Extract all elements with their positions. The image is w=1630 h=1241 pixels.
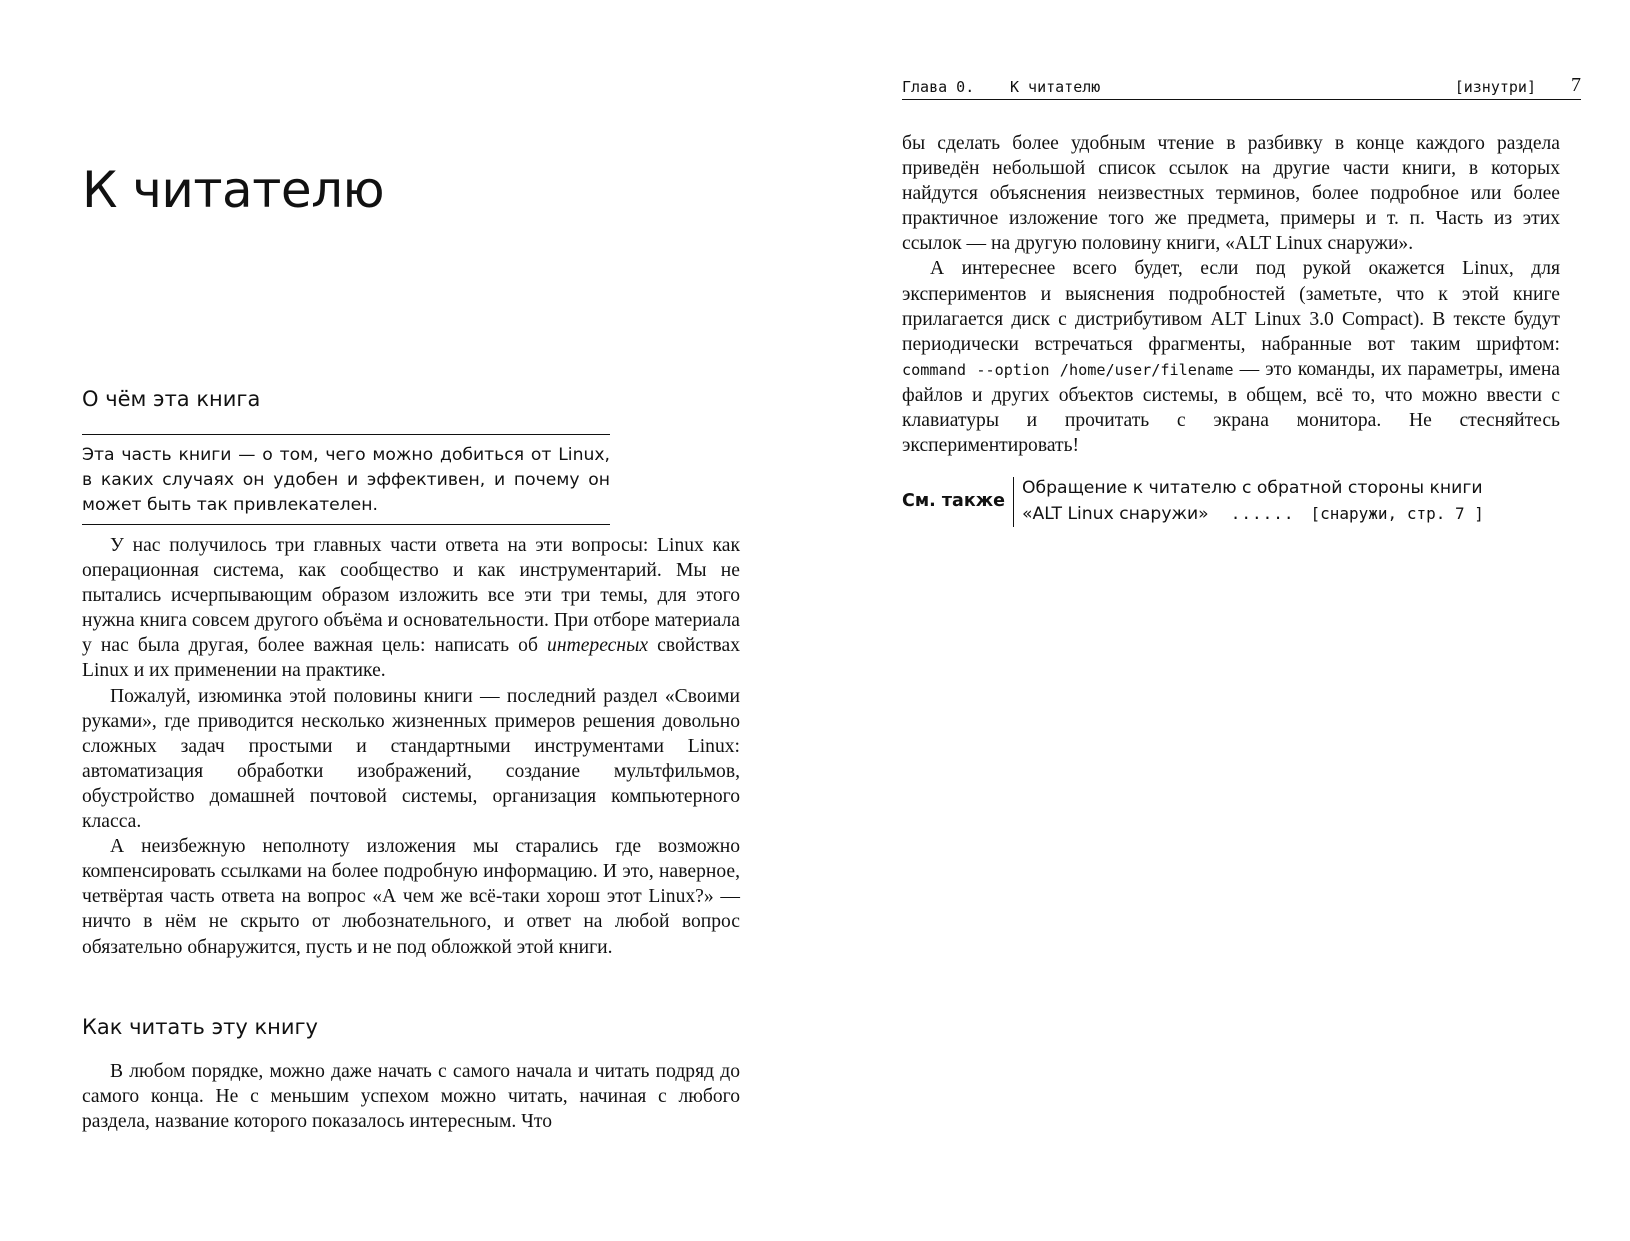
page-number: 7: [1571, 74, 1581, 96]
section-body-continued: [902, 131, 1560, 458]
paragraph-text: У нас получилось три главных части ответа на эти вопросы: Linux как операционная система, как сообщество и как инструментарий. Мы не пытались исчерпывающим образом изложить все эти три темы, для этого нужна книга совсем другого объёма и основательности. При отборе материала у нас была другая, более важная цель: написать об: [82, 535, 740, 657]
code-sample: command --option /home/user/filename: [902, 360, 1234, 379]
running-head-chapter: Глава 0.: [902, 78, 975, 96]
paragraph-text: — это команды, их параметры, имена файлов и других объектов системы, в общем, всё то, что можно ввести с клавиатуры и прочитать с экрана монитора. Не стесняйтесь экспериментировать!: [902, 358, 1561, 457]
running-head-marker: [изнутри]: [1454, 78, 1536, 96]
see-also-divider: [1013, 477, 1014, 527]
section-body-how-to-read: [82, 1059, 740, 1134]
paragraph: В любом порядке, можно даже начать с самого начала и читать подряд до самого конца. Не с меньшим успехом можно читать, начиная с любого раздела, название которого показалось интересным. Что: [82, 1061, 740, 1133]
see-also-page-ref: [снаружи, стр. 7 ]: [1310, 504, 1484, 523]
see-also-reference-line: Обращение к читателю с обратной стороны книги: [1022, 478, 1483, 498]
paragraph: [902, 256, 1560, 458]
paragraph: бы сделать более удобным чтение в разбивку в конце каждого раздела приведён небольшой список ссылок на другие части книги, в которых найдутся объяснения неизвестных терминов, более подробное или более практичное изложение того же предмета, примеры и т. п. Часть из этих ссылок — на другую половину книги, «ALT Linux снаружи».: [902, 133, 1560, 255]
see-also-box: [902, 476, 1602, 530]
see-also-leader-dots: ......: [1230, 504, 1295, 523]
paragraph: Пожалуй, изюминка этой половины книги — последний раздел «Своими руками», где приводится несколько жизненных примеров решения довольно сложных задач простыми и стандартными инструментами Linux: автоматизация обработки изображений, создание мультфильмов, обустройство домашней почтовой системы, организация компьютерного класса.: [82, 685, 740, 833]
see-also-reference-link[interactable]: [1022, 501, 1484, 527]
emphasis-text: интересных: [547, 635, 649, 657]
section-abstract: Эта часть книги — о том, чего можно добиться от Linux, в каких случаях он удобен и эффективен, и почему он может быть так привлекателен.: [82, 434, 610, 525]
running-head-title: К читателю: [1010, 78, 1101, 96]
section-heading-about: О чём эта книга: [82, 387, 261, 411]
chapter-title: К читателю: [82, 161, 385, 219]
see-also-reference-title: «ALT Linux снаружи»: [1022, 504, 1209, 524]
paragraph: А неизбежную неполноту изложения мы старались где возможно компенсировать ссылками на более подробную информацию. И это, наверное, четвёртая часть ответа на вопрос «А чем же всё-таки хорош этот Linux?» — ничто в нём не скрыто от любознательного, и ответ на любой вопрос обязательно обнаружится, пусть и не под обложкой этой книги.: [82, 836, 740, 958]
paragraph-text: А интереснее всего будет, если под рукой окажется Linux, для экспериментов и выяснения подробностей (заметьте, что к этой книге прилагается диск с дистрибутивом ALT Linux 3.0 Compact). В тексте будут периодически встречаться фрагменты, набранные вот таким шрифтом:: [902, 258, 1560, 355]
section-heading-how-to-read: Как читать эту книгу: [82, 1015, 318, 1039]
see-also-label: См. также: [902, 491, 1006, 511]
paragraph-text: свойствах Linux и их применении на практике.: [82, 635, 740, 682]
paragraph: [82, 533, 740, 684]
running-head: [902, 74, 1581, 100]
right-page: [815, 0, 1630, 1241]
section-body-about: [82, 533, 740, 960]
